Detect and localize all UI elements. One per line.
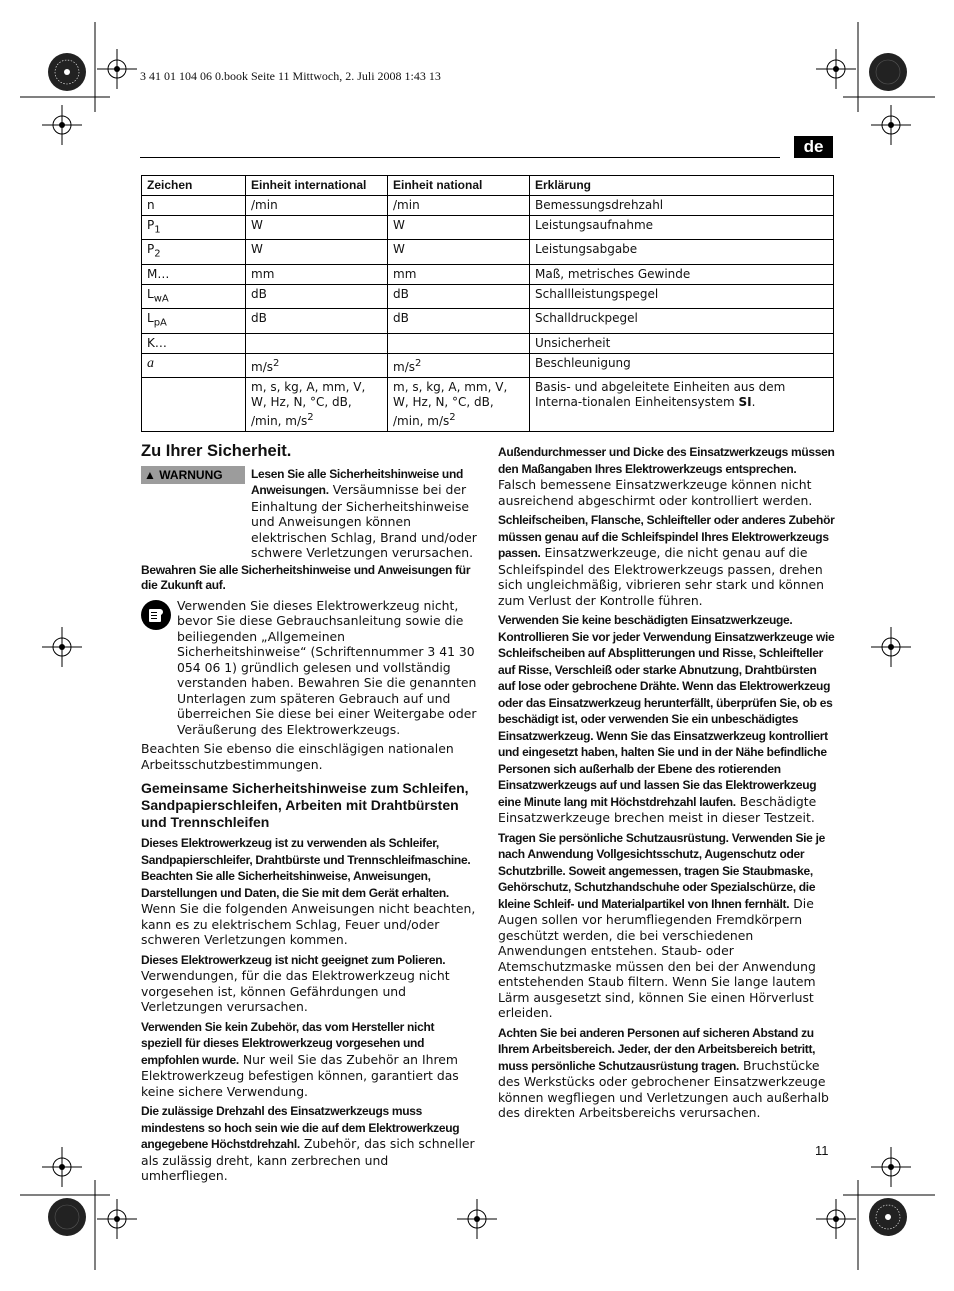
col-header: Erklärung — [530, 176, 834, 196]
symbol-table — [141, 175, 834, 432]
paragraph-text: Einsatzwerkzeuge, die nicht genau auf die Schleifspindel des Elektrowerkzeugs passen, drehen sich ungleichmäßig, vibrieren sehr stark und können zum Verlust der Kontrolle führen. — [498, 545, 825, 608]
paragraph-lead: Außendurchmesser und Dicke des Einsatzwerkzeugs müssen den Maßangaben Ihres Elektrowerkzeugs entsprechen. — [498, 445, 835, 476]
paragraph-text: Nur weil Sie das Zubehör an Ihrem Elektrowerkzeug befestigen können, garantiert das keine sichere Verwendung. — [141, 1051, 459, 1099]
paragraph — [141, 952, 478, 1015]
table-cell — [246, 309, 388, 333]
unit-national: m/s — [393, 359, 415, 374]
paragraph — [498, 612, 835, 826]
table-cell — [142, 309, 246, 333]
keep-instructions: Bewahren Sie alle Sicherheitshinweise und Anweisungen für die Zukunft auf. — [141, 562, 471, 592]
explanation-end: . — [751, 394, 756, 409]
unit-international: dB — [251, 311, 267, 326]
table-row — [142, 333, 834, 353]
note-text: Beachten Sie ebenso die einschlägigen nationalen Arbeitsschutzbestimmungen. — [141, 741, 454, 772]
unit-exponent: 2 — [272, 357, 280, 369]
warning-text: Versäumnisse bei der Einhaltung der Sicherheitshinweise und Anweisungen können elektrischen Schlag, Brand und/oder schwere Verletzungen verursachen. — [251, 482, 477, 560]
table-cell — [246, 264, 388, 284]
table-cell — [388, 264, 530, 284]
symbol: L — [147, 311, 154, 326]
warning-badge — [141, 466, 245, 484]
symbol: M… — [147, 266, 170, 281]
unit-international: m/s — [251, 359, 273, 374]
symbol: a — [147, 355, 154, 371]
table-cell — [142, 216, 246, 240]
unit-international: mm — [251, 266, 275, 281]
table-cell — [246, 196, 388, 216]
star-target-tr — [869, 53, 907, 91]
explanation: Maß, metrisches Gewinde — [530, 264, 834, 284]
warning-first-lines — [251, 466, 478, 561]
read-manual-block — [141, 598, 478, 742]
col-header: Einheit international — [246, 176, 388, 196]
explanation: Schalldruckpegel — [530, 309, 834, 333]
paragraph-lead: Achten Sie bei anderen Personen auf sicheren Abstand zu Ihrem Arbeitsbereich. Jeder, der den Arbeitsbereich betritt, muss persönliche Schutzausrüstung tragen. — [498, 1025, 816, 1073]
paragraph — [141, 835, 478, 948]
symbol-subscript: wA — [153, 293, 169, 305]
paragraph-lead: Verwenden Sie keine beschädigten Einsatzwerkzeuge. Kontrollieren Sie vor jeder Verwendung Einsatzwerkzeuge wie Schleifscheiben auf Absplitterungen und Risse, Schleifteller auf Risse, Verschleiß oder starke Abnutzung, Drahtbürsten auf lose oder gebrochene Drähte. Wenn das Elektrowerkzeug oder das Einsatzwerkzeug herunterfällt, überprüfen Sie, ob es beschädigt ist, oder verwenden Sie ein unbeschädigtes Einsatzwerkzeug. Wenn Sie das Einsatzwerkzeug kontrolliert und eingesetzt haben, halten Sie und in der Nähe befindliche Personen sich außerhalb der Ebene des rotierenden Einsatzwerkzeugs auf und lassen Sie das Elektrowerkzeug eine Minute lang mit Höchstdrehzahl laufen. — [498, 613, 835, 809]
table-row — [142, 377, 834, 431]
symbol-subscript: 1 — [154, 224, 161, 236]
table-cell — [388, 333, 530, 353]
unit-international: W — [251, 218, 263, 232]
explanation: Beschleunigung — [530, 353, 834, 377]
unit-exponent: 2 — [449, 411, 456, 423]
paragraph-text: Beschädigte Einsatzwerkzeuge brechen meist in dieser Testzeit. — [498, 793, 817, 825]
unit-exponent: 2 — [307, 411, 314, 423]
read-manual-text: Verwenden Sie dieses Elektrowerkzeug nicht, bevor Sie diese Gebrauchsanleitung sowie die beiliegenden „Allgemeinen Sicherheitshinweise“ (Schriftennummer 3 41 30 054 06 1) gründlich gelesen und vollständig verstanden haben. Bewahren Sie die genannten Unterlagen zum späteren Gebrauch auf und überreichen Sie diese bei einer Weitergabe oder Veräußerung des Elektrowerkzeugs. — [177, 597, 477, 737]
table-cell — [388, 240, 530, 264]
symbol: n — [147, 198, 155, 212]
explanation: Leistungsaufnahme — [530, 216, 834, 240]
paragraph-text: Bruchstücke des Werkstücks oder gebrochener Einsatzwerkzeuge können wegfliegen und Verletzungen auch außerhalb des direkten Arbeitsbereichs verursachen. — [498, 1057, 829, 1120]
col-header: Zeichen — [142, 176, 246, 196]
paragraph-text: Die Augen sollen vor herumfliegenden Fremdkörpern geschützt werden, die bei verschiedenen Anwendungen entstehen. Staub- oder Atemschutzmaske müssen den bei der Anwendung entstehenden Staub filtern. Wenn Sie lange lautem Lärm ausgesetzt sind, können Sie einen Hörverlust erleiden. — [498, 895, 816, 1020]
explanation: Schallleistungspegel — [530, 284, 834, 308]
table-cell — [142, 377, 246, 431]
table-row — [142, 353, 834, 377]
table-cell — [246, 284, 388, 308]
warning-lead: Lesen Sie alle Sicherheitshinweise und Anweisungen. — [251, 466, 464, 497]
paragraph-lead: Verwenden Sie kein Zubehör, das vom Hersteller nicht speziell für dieses Elektrowerkzeug vorgesehen und empfohlen wurde. — [141, 1019, 435, 1067]
explanation: Basis- und abgeleitete Einheiten aus dem Interna-tionalen Einheitensystem — [535, 379, 786, 409]
table-cell — [388, 377, 530, 431]
right-column — [498, 444, 835, 1125]
table-cell — [530, 377, 834, 431]
paragraph-lead: Tragen Sie persönliche Schutzausrüstung. Verwenden Sie je nach Anwendung Vollgesichtsschutz, Augenschutz oder Schutzbrille. Soweit angemessen, tragen Sie Staubmaske, Gehörschutz, Schutzhandschuhe oder Spezialschürze, die kleine Schleif- und Materialpartikel von Ihnen fernhält. — [498, 830, 825, 911]
symbol: K… — [147, 335, 167, 350]
header-rule — [140, 157, 780, 158]
table-cell — [246, 216, 388, 240]
symbol: L — [147, 286, 154, 301]
symbol: P — [147, 218, 155, 232]
table-cell — [246, 333, 388, 353]
paragraph — [141, 1103, 478, 1184]
paragraph — [498, 830, 835, 1021]
paragraph — [498, 512, 835, 608]
table-cell — [142, 284, 246, 308]
unit-national: mm — [393, 266, 417, 281]
paragraph — [498, 1025, 835, 1121]
subheading: Gemeinsame Sicherheitshinweise zum Schleifen, Sandpapierschleifen, Arbeiten mit Drahtbürsten und Trennschleifen — [141, 780, 469, 830]
table-cell — [142, 240, 246, 264]
unit-national: dB — [393, 286, 409, 301]
explanation: Leistungsabgabe — [530, 240, 834, 264]
left-column — [141, 444, 478, 1188]
unit-international: /min — [251, 198, 278, 212]
table-cell — [246, 240, 388, 264]
table-row — [142, 240, 834, 264]
table-cell — [246, 353, 388, 377]
paragraph-text: Falsch bemessene Einsatzwerkzeuge können nicht ausreichend abgeschirmt oder kontrolliert werden. — [498, 477, 813, 508]
table-cell — [388, 353, 530, 377]
print-header: 3 41 01 104 06 0.book Seite 11 Mittwoch, 2. Juli 2008 1:43 13 — [140, 69, 441, 83]
paragraph-lead: Schleifscheiben, Flansche, Schleifteller oder anderes Zubehör müssen genau auf die Schleifspindel Ihres Elektrowerkzeugs passen. — [498, 513, 835, 560]
unit-national: W — [393, 218, 405, 232]
warning-label: WARNUNG — [159, 467, 223, 482]
explanation: Unsicherheit — [530, 333, 834, 353]
section-title: Zu Ihrer Sicherheit. — [141, 442, 292, 460]
table-cell — [388, 216, 530, 240]
table-cell — [142, 264, 246, 284]
table-cell — [388, 284, 530, 308]
star-target-br — [869, 1198, 907, 1236]
si-abbrev: SI — [738, 394, 752, 409]
star-target-bl — [48, 1198, 86, 1236]
paragraph — [498, 444, 835, 508]
symbol: P — [147, 242, 155, 257]
col-header: Einheit national — [388, 176, 530, 196]
table-header-row — [142, 176, 834, 196]
table-cell — [246, 377, 388, 431]
unit-exponent: 2 — [414, 357, 422, 369]
paragraph — [141, 1019, 478, 1100]
star-target-tl — [48, 53, 86, 91]
table-row — [142, 264, 834, 284]
unit-national: dB — [393, 311, 409, 326]
language-tag: de — [794, 136, 833, 158]
paragraph-text: Wenn Sie die folgenden Anweisungen nicht beachten, kann es zu elektrischem Schlag, Feuer und/oder schweren Verletzungen kommen. — [141, 901, 476, 947]
paragraph-lead: Die zulässige Drehzahl des Einsatzwerkzeugs muss mindestens so hoch sein wie die auf dem Elektrowerkzeug angegebene Höchstdrehzahl. — [141, 1104, 460, 1151]
unit-international: W — [251, 242, 263, 257]
table-cell — [142, 196, 246, 216]
table-cell — [388, 309, 530, 333]
warning-block — [141, 466, 478, 561]
page-number: 11 — [815, 1143, 829, 1158]
table-cell — [388, 196, 530, 216]
table-row — [142, 284, 834, 308]
unit-national: W — [393, 242, 405, 257]
warning-triangle-icon: ▲ — [144, 467, 156, 482]
paragraph-text: Zubehör, das sich schneller als zulässig dreht, kann zerbrechen und umherfliegen. — [141, 1136, 475, 1183]
unit-national: /min — [393, 198, 420, 212]
table-cell — [142, 353, 246, 377]
symbol-subscript: pA — [153, 317, 167, 329]
paragraph-text: Verwendungen, für die das Elektrowerkzeug nicht vorgesehen ist, können Gefährdungen und Verletzungen verursachen. — [141, 968, 450, 1014]
paragraph-lead: Dieses Elektrowerkzeug ist zu verwenden als Schleifer, Sandpapierschleifer, Drahtbürste und Trennschleifmaschine. Beachten Sie alle Sicherheitshinweise, Anweisungen, Darstellungen und Daten, die Sie mit dem Gerät erhalten. — [141, 836, 471, 900]
read-manual-icon — [141, 600, 171, 630]
paragraph-lead: Dieses Elektrowerkzeug ist nicht geeignet zum Polieren. — [141, 952, 446, 967]
unit-international: dB — [251, 286, 267, 301]
unit-international: m, s, kg, A, mm, V, W, Hz, N, °C, dB, /min, m/s — [251, 379, 366, 428]
table-row — [142, 216, 834, 240]
unit-national: m, s, kg, A, mm, V, W, Hz, N, °C, dB, /min, m/s — [393, 379, 508, 428]
table-row — [142, 309, 834, 333]
explanation: Bemessungsdrehzahl — [530, 196, 834, 216]
table-cell — [142, 333, 246, 353]
symbol-subscript: 2 — [154, 248, 161, 260]
table-row — [142, 196, 834, 216]
